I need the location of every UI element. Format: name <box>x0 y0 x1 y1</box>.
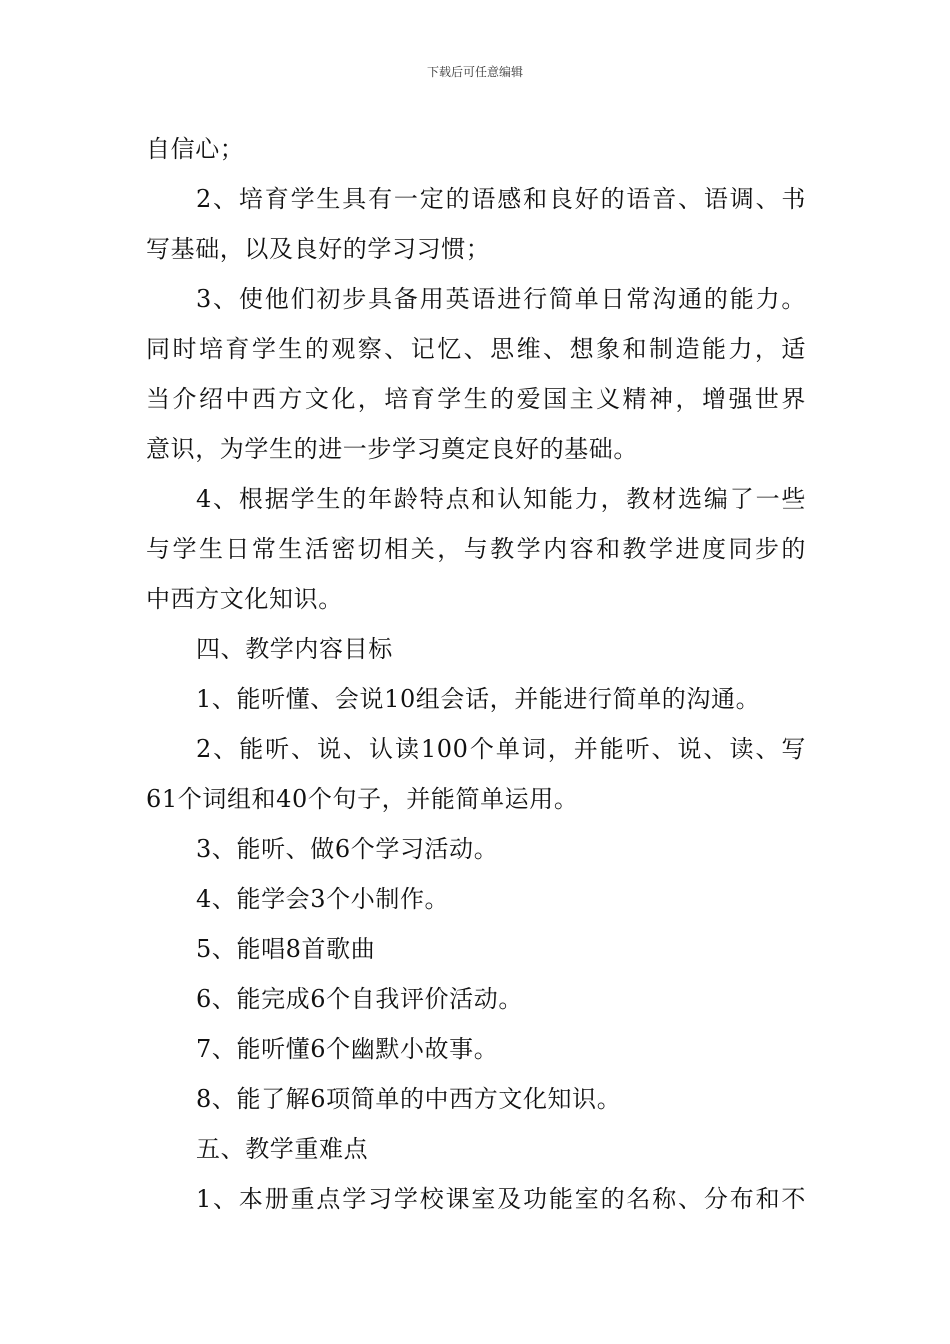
section-heading: 四、教学内容目标 <box>196 635 393 663</box>
text-line: 1、能听懂、会说10组会话，并能进行简单的沟通。 <box>196 685 761 713</box>
document-body <box>146 124 806 1224</box>
list-item: 3、能听、做6个学习活动。 <box>196 835 499 863</box>
text-line: 61个词组和40个句子，并能简单运用。 <box>146 785 579 813</box>
text-line: 与学生日常生活密切相关，与教学内容和教学进度同步的 <box>146 535 806 563</box>
list-item: 6、能完成6个自我评价活动。 <box>196 985 523 1013</box>
text-line: 2、能听、说、认读100个单词，并能听、说、读、写 <box>196 735 806 763</box>
text-line: 中西方文化知识。 <box>146 585 343 613</box>
text-line: 3、使他们初步具备用英语进行简单日常沟通的能力。 <box>196 285 806 313</box>
text-line: 2、培育学生具有一定的语感和良好的语音、语调、书 <box>196 185 806 213</box>
text-line: 意识，为学生的进一步学习奠定良好的基础。 <box>146 435 638 463</box>
text-line: 自信心； <box>146 135 245 163</box>
text-line: 写基础，以及良好的学习习惯； <box>146 235 491 263</box>
list-item: 8、能了解6项简单的中西方文化知识。 <box>196 1085 622 1113</box>
list-item: 7、能听懂6个幽默小故事。 <box>196 1035 499 1063</box>
text-line: 当介绍中西方文化，培育学生的爱国主义精神，增强世界 <box>146 385 806 413</box>
list-item: 5、能唱8首歌曲 <box>196 935 376 963</box>
text-line: 4、根据学生的年龄特点和认知能力，教材选编了一些 <box>196 485 806 513</box>
list-item: 4、能学会3个小制作。 <box>196 885 450 913</box>
text-line: 1、本册重点学习学校课室及功能室的名称、分布和不 <box>196 1185 806 1213</box>
page-header: 下载后可任意编辑 <box>426 65 523 79</box>
section-heading: 五、教学重难点 <box>196 1135 369 1163</box>
text-line: 同时培育学生的观察、记忆、思维、想象和制造能力，适 <box>146 335 806 363</box>
